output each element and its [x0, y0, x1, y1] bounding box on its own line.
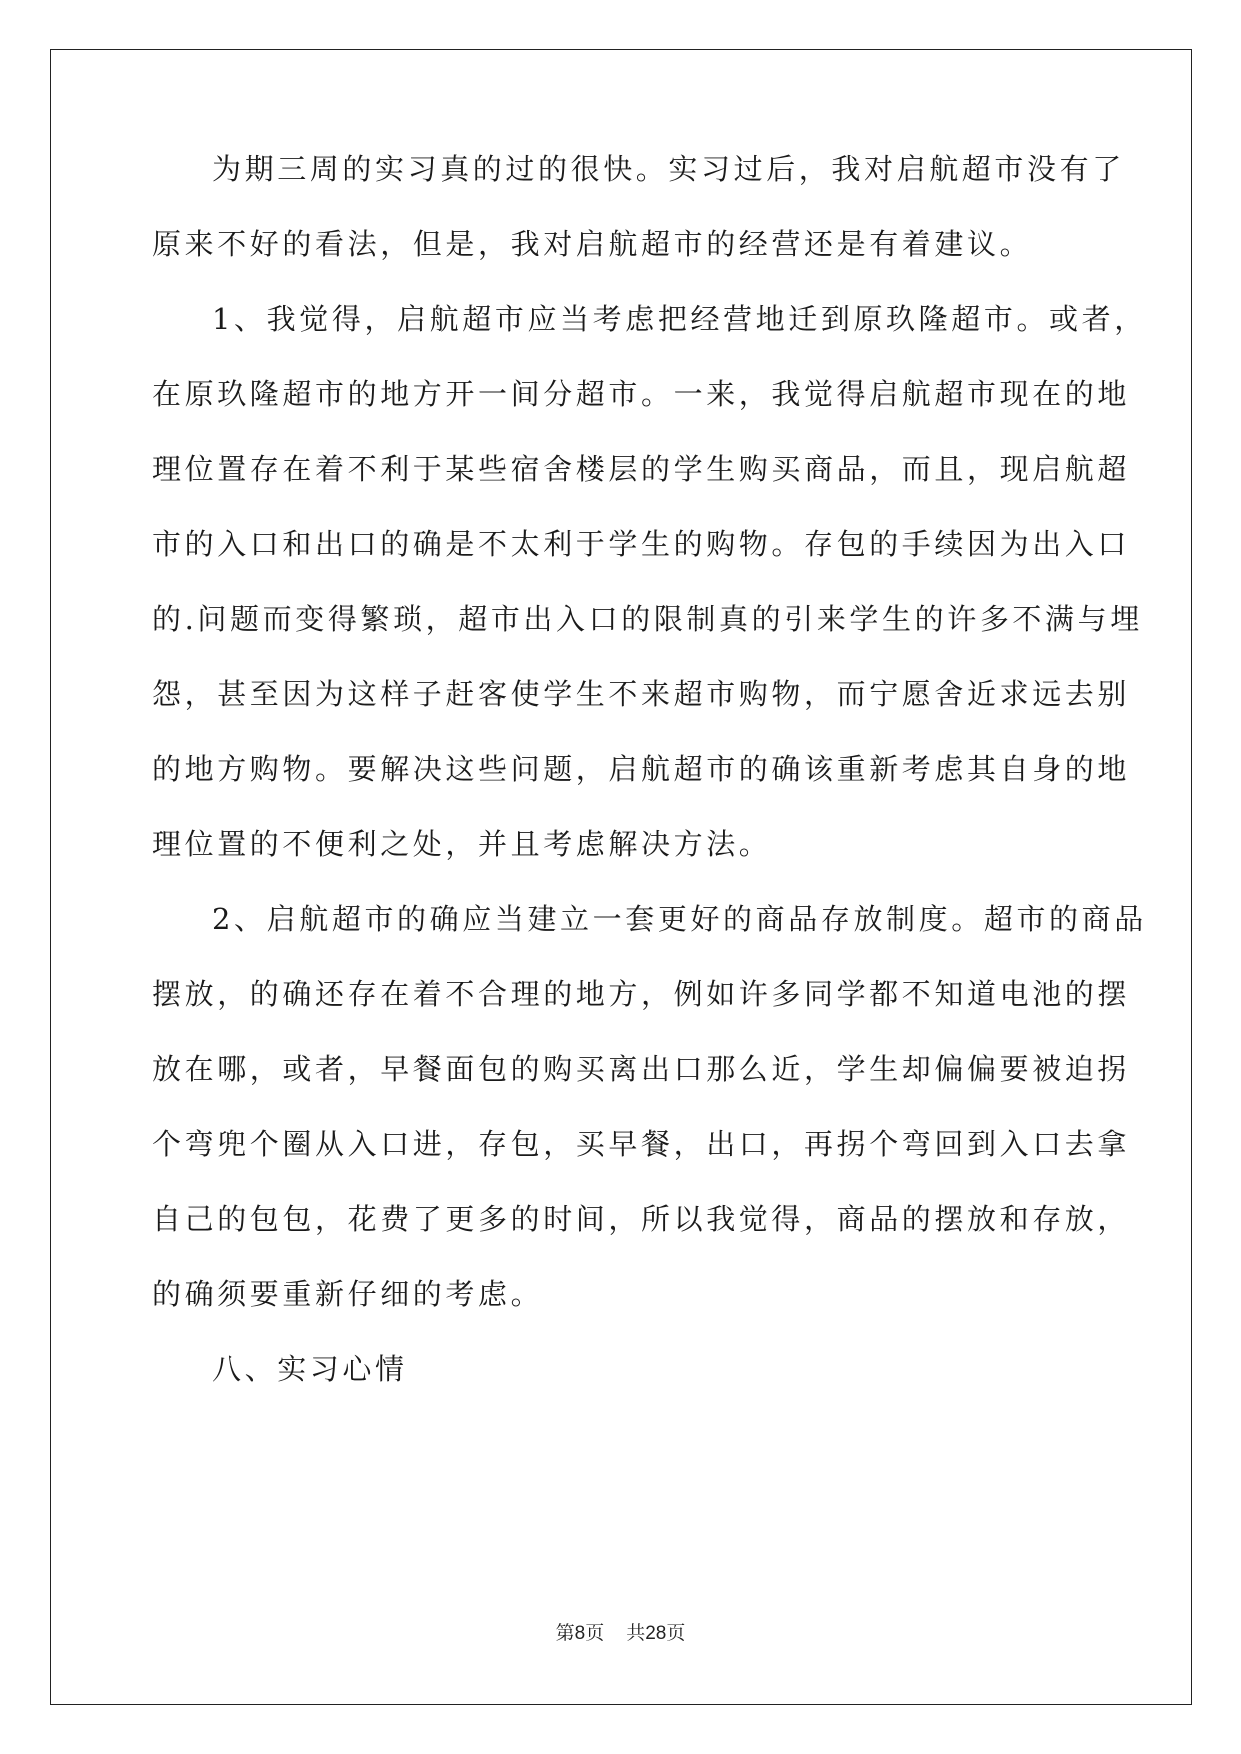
- paragraph-line: 1、我觉得，启航超市应当考虑把经营地迁到原玖隆超市。或者，: [212, 302, 1147, 336]
- paragraph-line: 市的入口和出口的确是不太利于学生的购物。存包的手续因为出入口: [152, 527, 1131, 561]
- footer-page-prefix: 第: [555, 1623, 575, 1644]
- paragraph-line: 放在哪，或者，早餐面包的购买离出口那么近，学生却偏偏要被迫拐: [152, 1052, 1131, 1086]
- paragraph-line: 原来不好的看法，但是，我对启航超市的经营还是有着建议。: [152, 227, 1033, 261]
- footer-total-prefix: 共: [626, 1623, 646, 1644]
- footer-page-number: 8: [574, 1623, 586, 1644]
- paragraph-line: 2、启航超市的确应当建立一套更好的商品存放制度。超市的商品: [212, 902, 1147, 936]
- paragraph-line: 摆放，的确还存在着不合理的地方，例如许多同学都不知道电池的摆: [152, 977, 1131, 1011]
- paragraph-line: 自己的包包，花费了更多的时间，所以我觉得，商品的摆放和存放，: [152, 1202, 1131, 1236]
- paragraph-line: 理位置存在着不利于某些宿舍楼层的学生购买商品，而且，现启航超: [152, 452, 1131, 486]
- page-footer: [0, 1618, 1241, 1645]
- paragraph-line: 在原玖隆超市的地方开一间分超市。一来，我觉得启航超市现在的地: [152, 377, 1131, 411]
- paragraph-line: 的.问题而变得繁琐，超市出入口的限制真的引来学生的许多不满与埋: [152, 602, 1143, 636]
- paragraph-line: 为期三周的实习真的过的很快。实习过后，我对启航超市没有了: [212, 152, 1125, 186]
- footer-page-suffix: 页: [585, 1623, 605, 1644]
- paragraph-line: 个弯兜个圈从入口进，存包，买早餐，出口，再拐个弯回到入口去拿: [152, 1127, 1131, 1161]
- section-heading: 八、实习心情: [212, 1352, 408, 1386]
- paragraph-line: 的确须要重新仔细的考虑。: [152, 1277, 544, 1311]
- paragraph-line: 的地方购物。要解决这些问题，启航超市的确该重新考虑其自身的地: [152, 752, 1131, 786]
- footer-total-pages: 28: [645, 1623, 667, 1644]
- footer-total-suffix: 页: [666, 1623, 686, 1644]
- paragraph-line: 怨，甚至因为这样子赶客使学生不来超市购物，而宁愿舍近求远去别: [152, 677, 1131, 711]
- page-border: [50, 49, 1192, 1705]
- paragraph-line: 理位置的不便利之处，并且考虑解决方法。: [152, 827, 772, 861]
